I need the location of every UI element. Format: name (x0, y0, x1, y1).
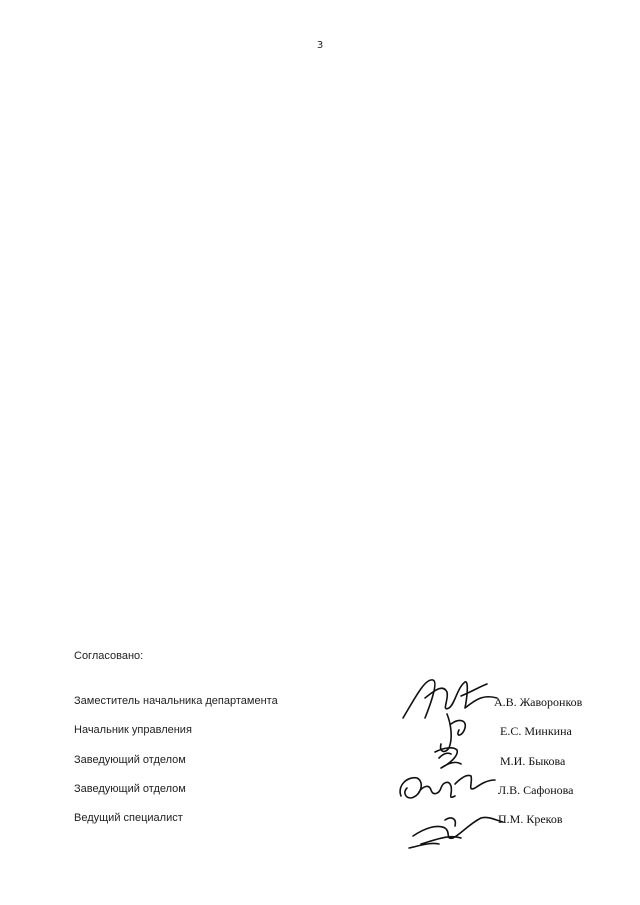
handwritten-signature-icon (400, 775, 495, 798)
approver-name: А.В. Жаворонков (494, 695, 583, 709)
approver-position: Ведущий специалист (74, 812, 183, 824)
handwritten-signature-icon (403, 680, 497, 718)
approver-name: М.И. Быкова (500, 754, 566, 768)
approval-row (0, 783, 640, 801)
approver-name: П.М. Креков (498, 812, 563, 826)
approver-name: Е.С. Минкина (500, 724, 572, 738)
approver-position: Заведующий отделом (74, 783, 186, 795)
approver-position: Заместитель начальника департамента (74, 695, 278, 707)
approval-heading: Согласовано: (74, 650, 144, 662)
handwritten-signature-icon (441, 714, 466, 751)
approval-row (0, 812, 640, 830)
approval-row (0, 724, 640, 742)
approval-row (0, 695, 640, 713)
signatures-group (395, 668, 505, 854)
approver-position: Заведующий отделом (74, 754, 186, 766)
approval-row (0, 754, 640, 772)
page-number: 3 (316, 40, 324, 51)
approver-name: Л.В. Сафонова (498, 783, 574, 797)
handwritten-signature-icon (409, 817, 503, 848)
handwritten-signature-icon (435, 748, 461, 768)
approver-position: Начальник управления (74, 724, 192, 736)
